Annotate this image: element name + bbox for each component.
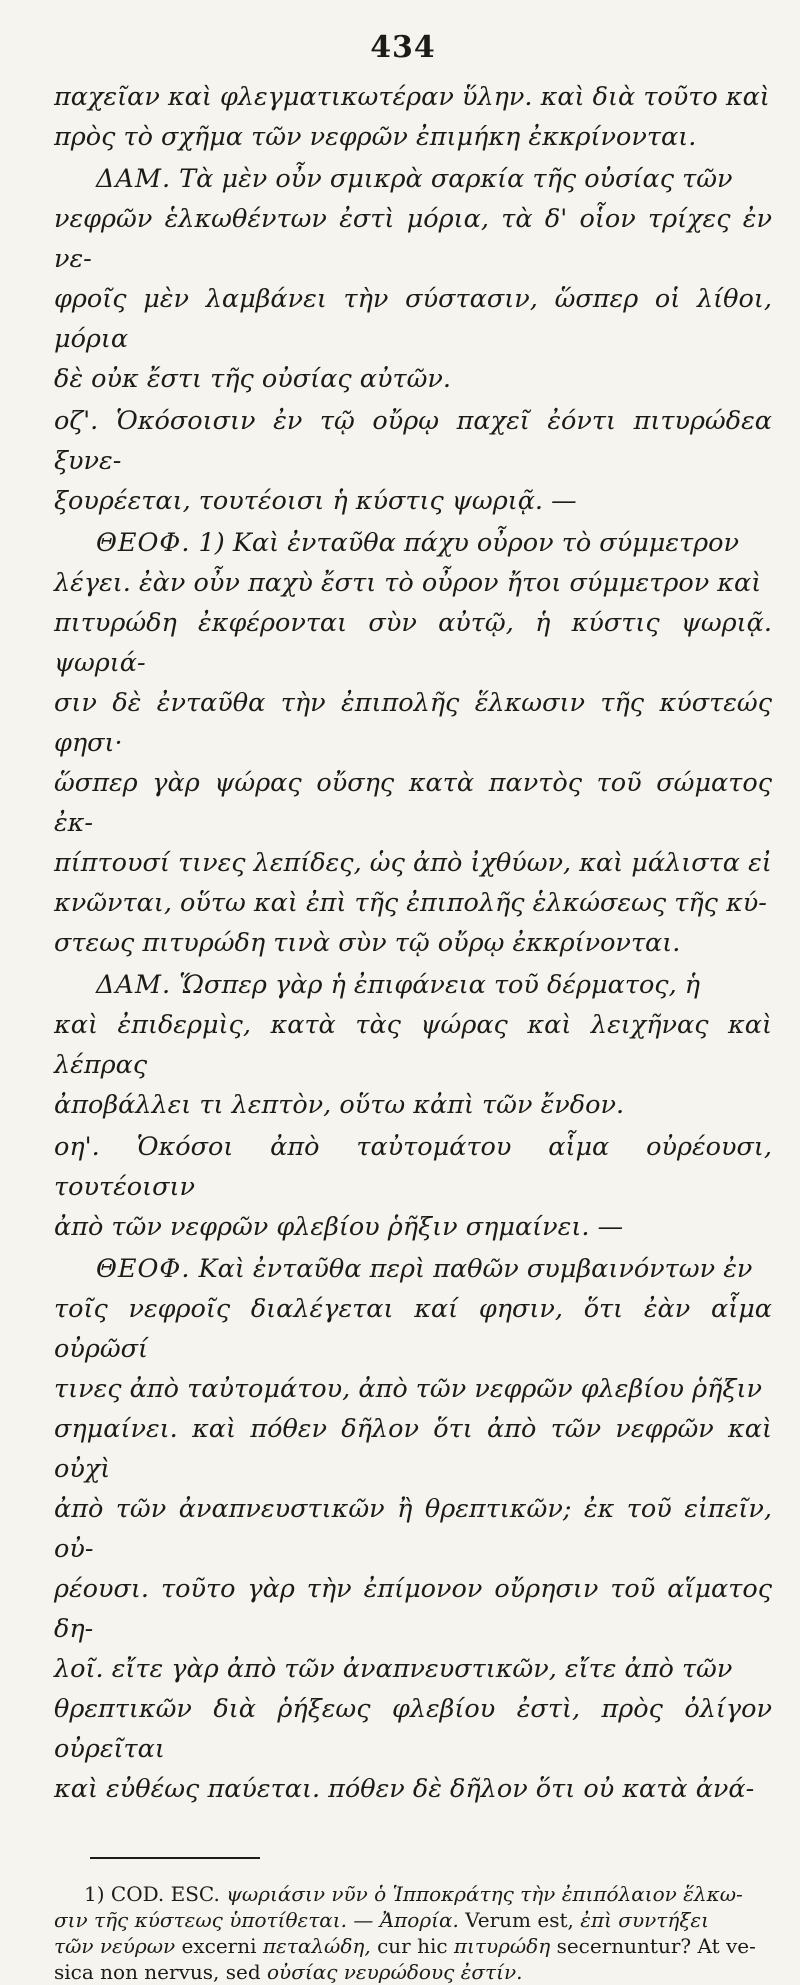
- page-number: 434: [370, 30, 436, 65]
- text-line: ὥσπερ γὰρ ψώρας οὔσης κατὰ παντὸς τοῦ σώματος ἐκ-: [54, 768, 772, 838]
- text-line: 1) Καὶ ἐνταῦθα πάχυ οὖρον τὸ σύμμετρον: [198, 528, 739, 558]
- text-line: φροῖς μὲν λαμβάνει τὴν σύστασιν, ὥσπερ οἱ λίθοι, μόρια: [54, 284, 772, 354]
- aphorism-77: [54, 401, 772, 481]
- text-line: καὶ εὐθέως παύεται. πόθεν δὲ δῆλον ὅτι οὐ κατὰ ἀνά-: [54, 1774, 755, 1804]
- text-line: παχεῖαν καὶ φλεγματικωτέραν ὕλην. καὶ διὰ τοῦτο καὶ: [54, 82, 770, 112]
- footnote-text: πεταλώδη,: [262, 1934, 371, 1958]
- text-line: τοῖς νεφροῖς διαλέγεται καί φησιν, ὅτι ἐὰν αἷμα οὐρῶσί: [54, 1294, 772, 1364]
- footnote-text: σιν τῆς κύστεως ὑποτίθεται. — Ἀπορία.: [54, 1908, 459, 1932]
- text-line: Ὥσπερ γὰρ ἡ ἐπιφάνεια τοῦ δέρματος, ἡ: [179, 970, 701, 1000]
- text-line: Ὁκόσοι ἀπὸ ταὐτομάτου αἷμα οὐρέουσι, τουτέοισιν: [54, 1132, 772, 1202]
- footnote-text: πιτυρώδη: [453, 1934, 551, 1958]
- text-line: κνῶνται, οὕτω καὶ ἐπὶ τῆς ἐπιπολῆς ἑλκώσεως τῆς κύ-: [54, 888, 767, 918]
- footnote-text: ἐπὶ συντήξει: [580, 1908, 709, 1932]
- text-line: θρεπτικῶν διὰ ῥήξεως φλεβίου ἐστὶ, πρὸς ὀλίγον οὐρεῖται: [54, 1694, 772, 1764]
- aphorism-78: [54, 1127, 772, 1207]
- text-line: δὲ οὐκ ἔστι τῆς οὐσίας αὐτῶν.: [54, 364, 451, 394]
- text-line: λοῖ. εἴτε γὰρ ἀπὸ τῶν ἀναπνευστικῶν, εἴτε ἀπὸ τῶν: [54, 1654, 733, 1684]
- footnote-divider: [90, 1857, 260, 1859]
- footnote-text: Verum est,: [465, 1908, 574, 1932]
- damascius-commentary-1: [54, 159, 772, 199]
- text-line: στεως πιτυρώδη τινὰ σὺν τῷ οὔρῳ ἐκκρίνονται.: [54, 928, 681, 958]
- text-line: ρέουσι. τοῦτο γὰρ τὴν ἐπίμονον οὔρησιν τοῦ αἵματος δη-: [54, 1574, 772, 1644]
- footnote-text: οὐσίας νευρώδους ἐστίν.: [267, 1960, 523, 1984]
- text-line: λέγει. ἐὰν οὖν παχὺ ἔστι τὸ οὖρον ἤτοι σύμμετρον καὶ: [54, 568, 762, 598]
- speaker-label: ΔΑΜ.: [96, 970, 172, 1000]
- aphorism-number: οη'.: [54, 1132, 100, 1162]
- speaker-label: ΘΕΟΦ.: [96, 528, 191, 558]
- text-line: πίπτουσί τινες λεπίδες, ὡς ἀπὸ ἰχθύων, καὶ μάλιστα εἰ: [54, 848, 772, 878]
- footnote-line: [54, 1933, 772, 1959]
- text-line: τινες ἀπὸ ταὐτομάτου, ἀπὸ τῶν νεφρῶν φλεβίου ῥῆξιν: [54, 1374, 762, 1404]
- text-line: καὶ ἐπιδερμὶς, κατὰ τὰς ψώρας καὶ λειχῆνας καὶ λέπρας: [54, 1010, 772, 1080]
- text-line: Ὁκόσοισιν ἐν τῷ οὔρῳ παχεῖ ἐόντι πιτυρώδεα ξυνε-: [54, 406, 772, 476]
- footnote-text: secernuntur? At ve-: [556, 1934, 756, 1958]
- main-text: [54, 77, 772, 1809]
- theophilus-commentary-1: [54, 523, 772, 563]
- text-line: Καὶ ἐνταῦθα περὶ παθῶν συμβαινόντων ἐν: [198, 1254, 753, 1284]
- text-line: ἀποβάλλει τι λεπτὸν, οὕτω κἀπὶ τῶν ἔνδον.: [54, 1090, 625, 1120]
- footnote: [54, 1881, 772, 1985]
- text-line: νεφρῶν ἑλκωθέντων ἐστὶ μόρια, τὰ δ' οἷον τρίχες ἐν νε-: [54, 204, 772, 274]
- text-line: σιν δὲ ἐνταῦθα τὴν ἐπιπολῆς ἕλκωσιν τῆς κύστεώς φησι·: [54, 688, 772, 758]
- text-line: ἀπὸ τῶν νεφρῶν φλεβίου ῥῆξιν σημαίνει. —: [54, 1212, 624, 1242]
- footnote-line: [54, 1959, 772, 1985]
- damascius-commentary-2: [54, 965, 772, 1005]
- speaker-label: ΘΕΟΦ.: [96, 1254, 191, 1284]
- footnote-text: excerni: [181, 1934, 257, 1958]
- theophilus-commentary-2: [54, 1249, 772, 1289]
- text-line: πρὸς τὸ σχῆμα τῶν νεφρῶν ἐπιμήκη ἐκκρίνονται.: [54, 122, 697, 152]
- text-line: ἀπὸ τῶν ἀναπνευστικῶν ἢ θρεπτικῶν; ἐκ τοῦ εἰπεῖν, οὐ-: [54, 1494, 772, 1564]
- footnote-marker: 1): [84, 1882, 105, 1906]
- text-line: πιτυρώδη ἐκφέρονται σὺν αὐτῷ, ἡ κύστις ψωριᾷ. ψωριά-: [54, 608, 772, 678]
- footnote-line: [54, 1907, 772, 1933]
- text-line: ξουρέεται, τουτέοισι ἡ κύστις ψωριᾷ. —: [54, 486, 577, 516]
- text-line: Τὰ μὲν οὖν σμικρὰ σαρκία τῆς οὐσίας τῶν: [179, 164, 733, 194]
- footnote-text: ψωριάσιν νῦν ὁ Ἱπποκράτης τὴν ἐπιπόλαιον ἕλκω-: [226, 1882, 743, 1906]
- text-line: σημαίνει. καὶ πόθεν δῆλον ὅτι ἀπὸ τῶν νεφρῶν καὶ οὐχὶ: [54, 1414, 772, 1484]
- footnote-line: [54, 1881, 772, 1907]
- footnote-text: COD. ESC.: [110, 1882, 220, 1906]
- footnote-text: τῶν νεύρων: [54, 1934, 176, 1958]
- footnote-text: cur hic: [377, 1934, 448, 1958]
- aphorism-number: οζ'.: [54, 406, 99, 436]
- footnote-text: sica non nervus, sed: [54, 1960, 261, 1984]
- speaker-label: ΔΑΜ.: [96, 164, 172, 194]
